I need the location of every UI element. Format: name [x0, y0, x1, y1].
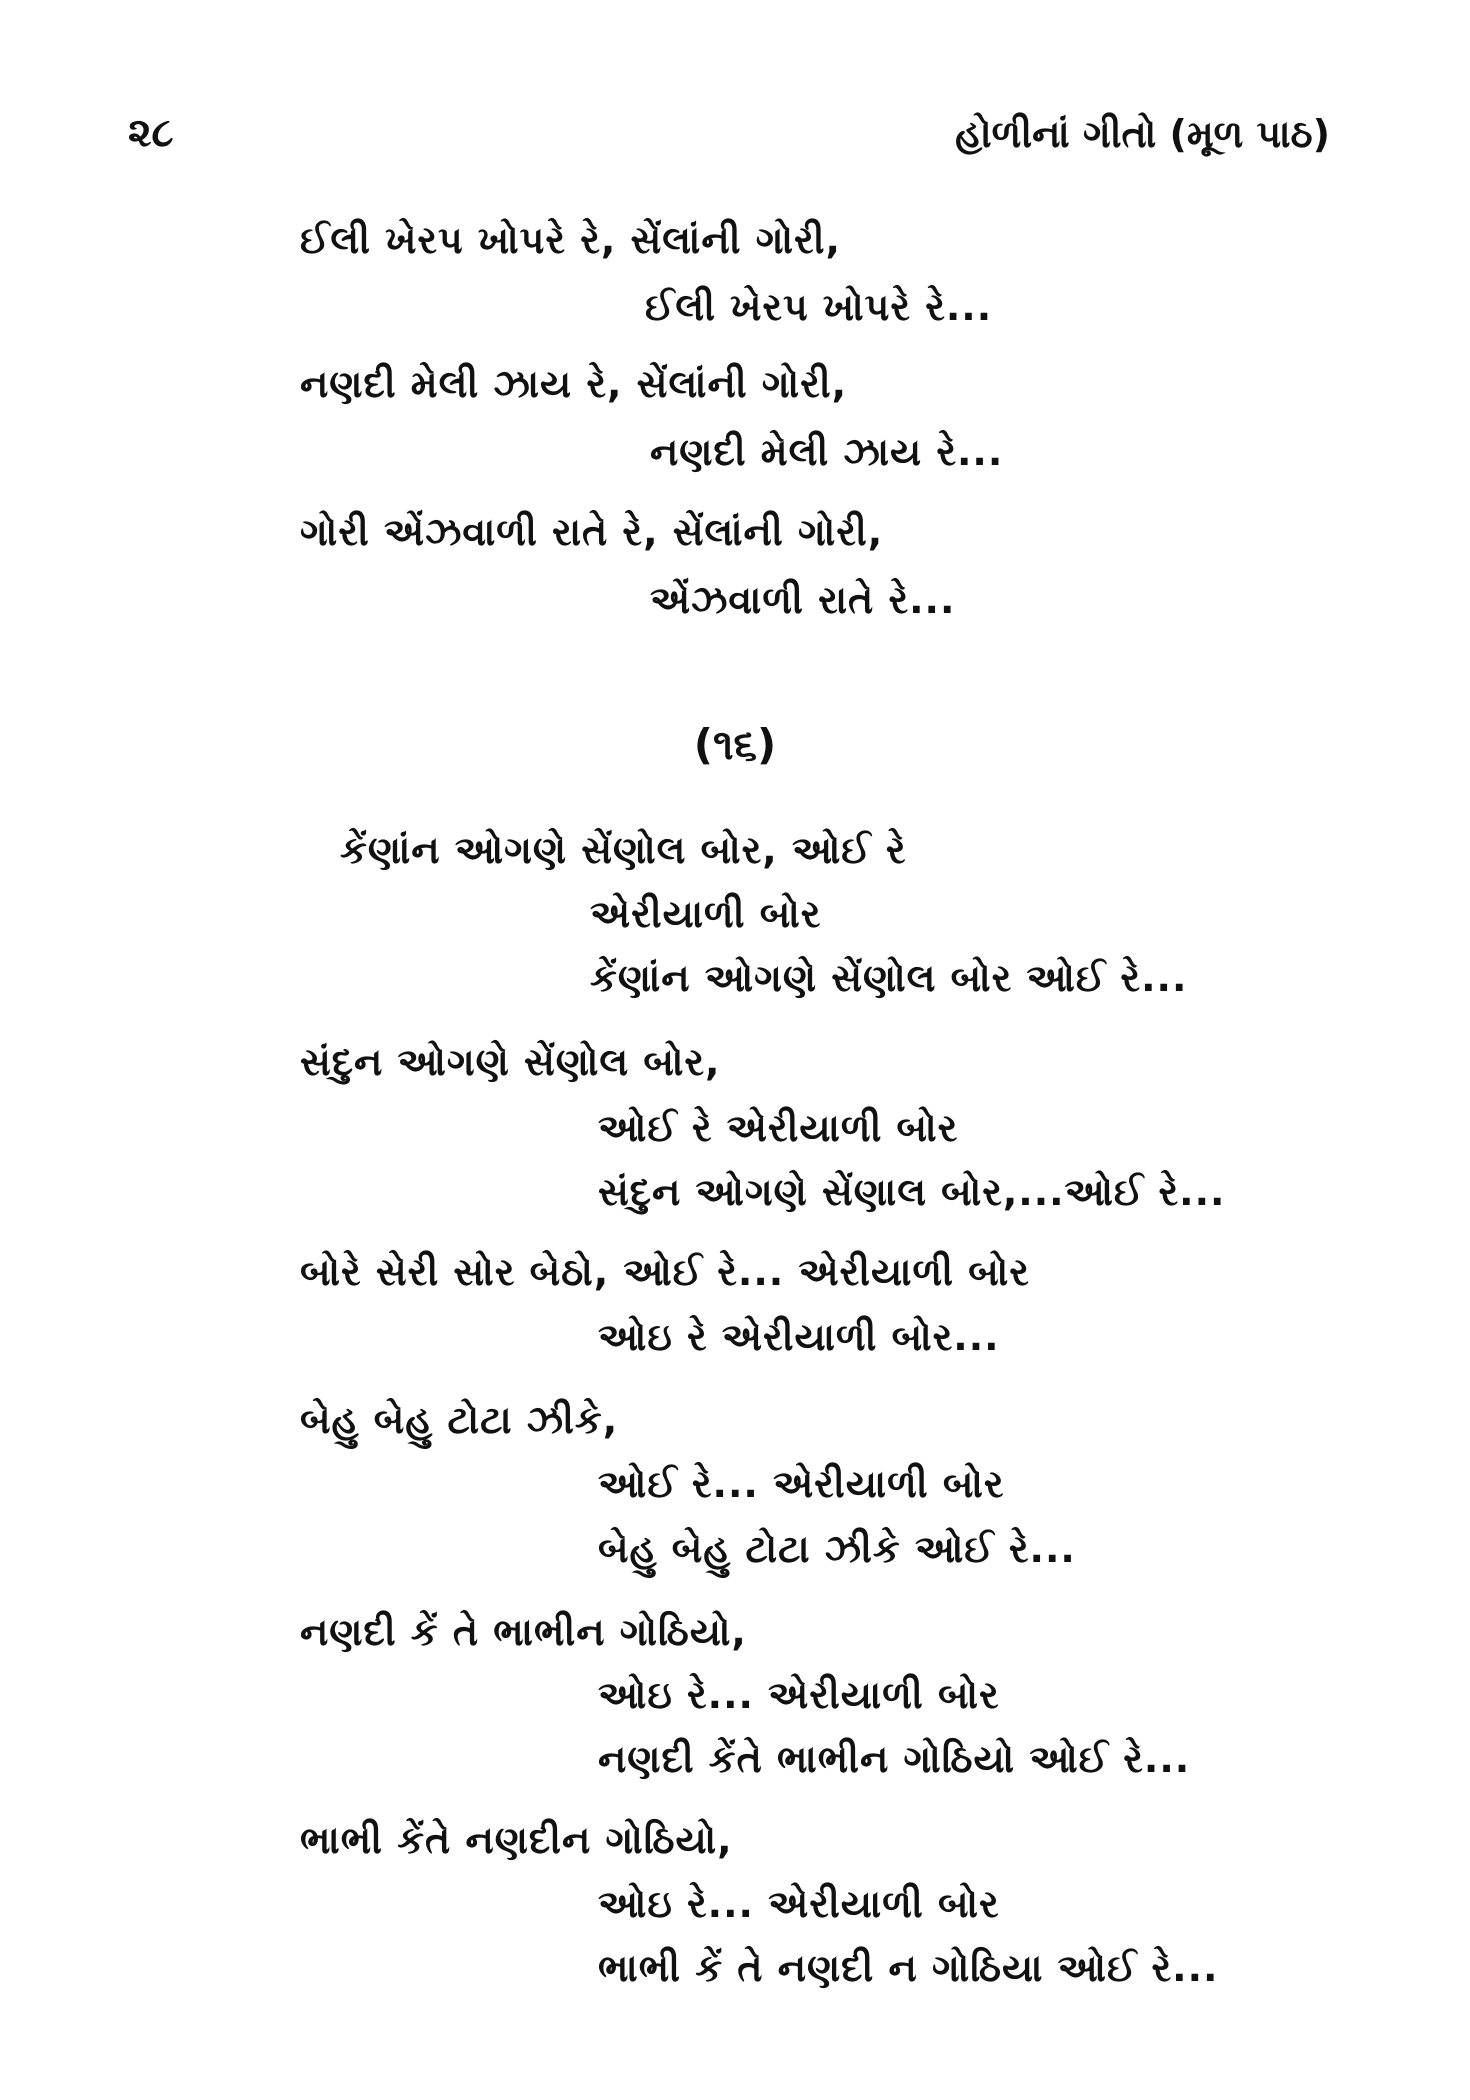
page-number: ૨૮	[128, 110, 174, 156]
running-title: હોળીનાં ગીતો (મૂળ પાઠ)	[955, 112, 1330, 156]
verse-line: ભાભી કેંતે નણદીન ગોઠિયો,	[300, 1818, 733, 1862]
verse-line: ઓઈ રે એરીયાળી બોર	[598, 1106, 959, 1150]
verse-line: ઓઇ રે... એરીયાળી બોર	[598, 1882, 1000, 1926]
verse-line: ગોરી એંઝવાળી રાતે રે, સેંલાંની ગોરી,	[300, 510, 884, 554]
verse-line: ઓઇ રે એરીયાળી બોર...	[598, 1315, 1000, 1359]
verse-line: એંઝવાળી રાતે રે...	[650, 578, 956, 622]
verse-line: એરીયાળી બોર	[590, 892, 822, 936]
verse-line: ઓઇ રે... એરીયાળી બોર	[598, 1673, 1000, 1717]
verse-line: નણદી કેંતે ભાભીન ગોઠિયો ઓઈ રે...	[598, 1737, 1191, 1781]
verse-line: બોરે સેરી સોર બેઠો, ઓઈ રે... એરીયાળી બોર	[300, 1250, 1030, 1294]
verse-line: નણદી મેલી ઝાય રે, સેંલાંની ગોરી,	[300, 362, 848, 406]
verse-line: ઈલી ખેરપ ખોપરે રે...	[645, 285, 993, 329]
verse-line: સંદુન ઓગણે સેંણોલ બોર,	[300, 1040, 721, 1084]
verse-line: ઈલી ખેરપ ખોપરે રે, સેંલાંની ગોરી,	[300, 218, 841, 262]
verse-line: નણદી કેં તે ભાભીન ગોઠિયો,	[300, 1610, 747, 1654]
verse-line: ભાભી કેં તે નણદી ન ગોઠિયા ઓઈ રે...	[598, 1946, 1219, 1990]
section-number: (૧૬)	[693, 720, 777, 769]
verse-line: સંદુન ઓગણે સેંણાલ બોર,...ઓઈ રે...	[598, 1170, 1226, 1214]
verse-line: બેહુ બેહુ ટોટા ઝીકે ઓઈ રે...	[598, 1527, 1076, 1571]
verse-line: નણદી મેલી ઝાય રે...	[650, 430, 1004, 474]
verse-line: ઓઈ રે... એરીયાળી બોર	[598, 1462, 1005, 1506]
verse-line: કેંણાંન ઓગણે સેંણોલ બોર, ઓઈ રે	[340, 828, 907, 872]
verse-line: કેંણાંન ઓગણે સેંણોલ બોર ઓઈ રે...	[590, 956, 1188, 1000]
verse-line: બેહુ બેહુ ટોટા ઝીકે,	[300, 1398, 619, 1442]
